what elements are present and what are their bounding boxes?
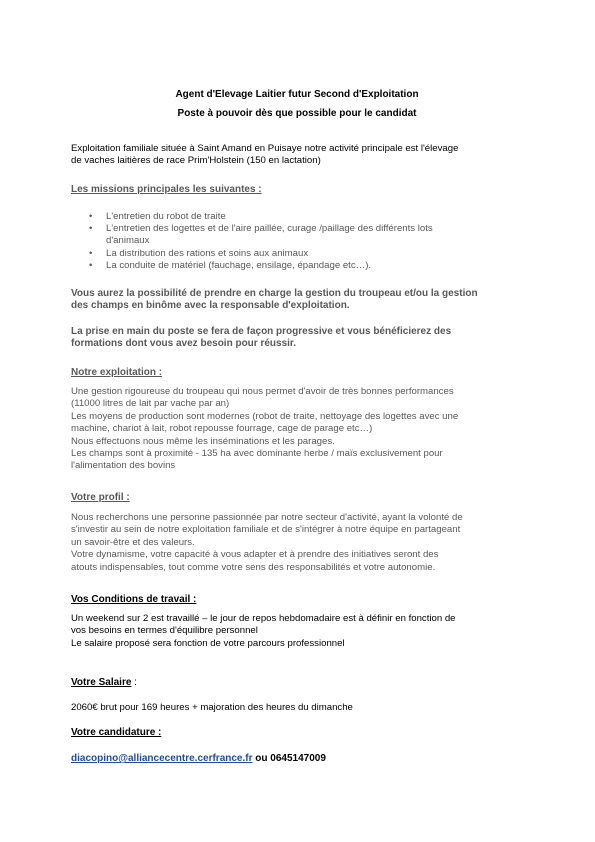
email-link[interactable]: diacopino@alliancecentre.cerfrance.fr — [71, 753, 253, 764]
intro-line: de vaches laitières de race Prim'Holstein (150 en lactation) — [71, 155, 321, 167]
salaire-text: 2060€ brut pour 169 heures + majoration des heures du dimanche — [71, 702, 353, 713]
intro-line: Exploitation familiale située à Saint Amand en Puisaye notre activité principale est l'élevage — [71, 143, 459, 154]
bullet-icon: • — [89, 247, 93, 259]
job-title: Agent d'Elevage Laitier futur Second d'Exploitation — [175, 89, 419, 100]
conditions-heading: Vos Conditions de travail : — [71, 594, 197, 605]
exploitation-heading: Notre exploitation : — [71, 367, 163, 378]
job-subtitle: Poste à pouvoir dès que possible pour le candidat — [177, 108, 417, 119]
bullet-icon: • — [89, 211, 93, 222]
profil-heading: Votre profil : — [71, 492, 130, 503]
progression-paragraph: La prise en main du poste se fera de façon progressive et vous bénéficierez des formations dont vous avez besoin pour réussir. — [71, 326, 452, 350]
salaire-heading: Votre Salaire : — [71, 677, 137, 688]
bullet-icon: • — [89, 223, 93, 235]
profil-paragraph: Nous recherchons une personne passionnée par notre secteur d'activité, ayant la volonté de s'investir au sein de notre exploitation familiale et de s'intégrer à notre équipe en partageant un savoir-être et des valeurs. Votre dynamisme, votre capacité à vous adapter et à prendre des initiatives seront des atouts indispensables, tout comme votre sens des responsabilités et votre autonomie. — [71, 512, 463, 573]
bullet-icon: • — [89, 259, 93, 271]
list-item: • La conduite de matériel (fauchage, ensilage, épandage etc…). — [89, 259, 372, 271]
responsibility-paragraph: Vous aurez la possibilité de prendre en charge la gestion du troupeau et/ou la gestion des champs en binôme avec la responsable d'exploitation. — [71, 288, 478, 312]
candidature-heading: Votre candidature : — [71, 727, 162, 738]
phone-number: 0645147009 — [270, 753, 326, 764]
missions-heading: Les missions principales les suivantes : — [71, 184, 262, 195]
intro-paragraph — [71, 143, 523, 168]
exploitation-paragraph: Une gestion rigoureuse du troupeau qui nous permet d'avoir de très bonnes performances (11000 litres de lait par vache par an) Les moyens de production sont modernes (robot de traite, nettoyage des logettes avec une machine, chariot à lait, robot repousse fourrage, cage de parage etc…) Nous effectuons nous même les inséminations et les parages. Les champs sont à proximité - 135 ha avec dominante herbe / maïs exclusivement pour l'alimentation des bovins — [71, 386, 459, 472]
list-item: • L'entretien des logettes et de l'aire paillée, curage /paillage des différents lots d'animaux — [89, 223, 433, 247]
contact-line: diacopino@alliancecentre.cerfrance.fr ou 0645147009 — [71, 753, 326, 764]
list-item: • La distribution des rations et soins aux animaux — [89, 247, 309, 259]
list-item: • L'entretien du robot de traite — [89, 211, 226, 222]
conditions-paragraph: Un weekend sur 2 est travaillé – le jour de repos hebdomadaire est à définir en fonction de vos besoins en termes d'équilibre personnel Le salaire proposé sera fonction de votre parcours professionnel — [71, 613, 456, 649]
missions-list — [71, 211, 523, 272]
